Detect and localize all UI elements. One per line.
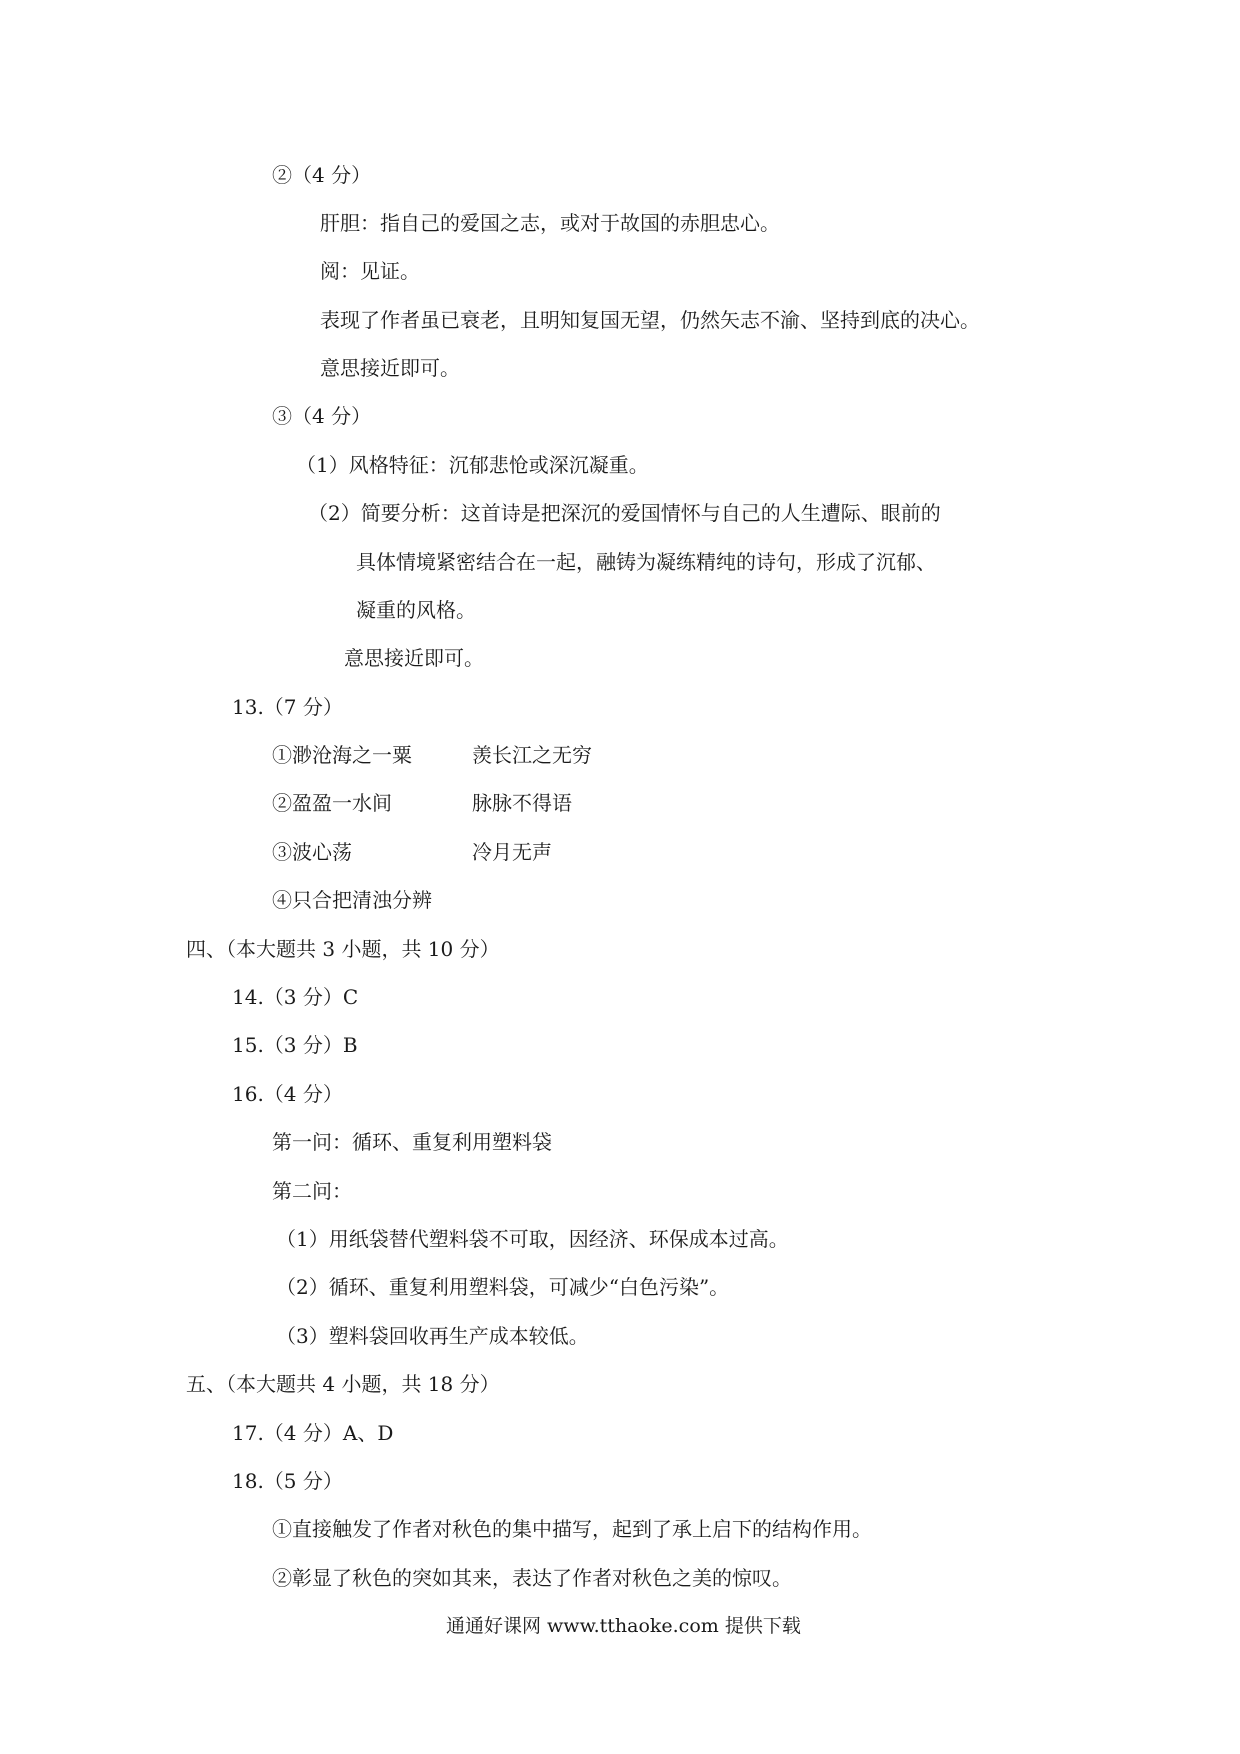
q12-3-item2-line2: 具体情境紧密结合在一起，融铸为凝练精纯的诗句，形成了沉郁、 (356, 550, 936, 574)
q13-row-1-a: ①渺沧海之一粟 (272, 743, 412, 767)
q13-row-4 (272, 887, 432, 913)
q13-row-2 (272, 790, 572, 816)
section-4-header: 四、（本大题共 3 小题，共 10 分） (186, 937, 500, 961)
q13-header: 13.（7 分） (232, 695, 343, 719)
q18-item-1: ①直接触发了作者对秋色的集中描写，起到了承上启下的结构作用。 (272, 1517, 872, 1541)
q12-3-item2-line1: （2）简要分析：这首诗是把深沉的爱国情怀与自己的人生遭际、眼前的 (308, 501, 941, 525)
q16-first: 第一问：循环、重复利用塑料袋 (272, 1130, 552, 1154)
q13-row-3 (272, 839, 552, 865)
q16-header: 16.（4 分） (232, 1082, 343, 1106)
q13-row-1 (272, 742, 592, 768)
q13-row-4-a: ④只合把清浊分辨 (272, 888, 432, 912)
q12-3-item2-line3: 凝重的风格。 (356, 598, 476, 622)
q16-item-2: （2）循环、重复利用塑料袋，可减少“白色污染”。 (276, 1275, 730, 1299)
q13-row-2-a: ②盈盈一水间 (272, 791, 392, 815)
q17-answer: 17.（4 分）A、D (232, 1421, 394, 1445)
q16-item-3: （3）塑料袋回收再生产成本较低。 (276, 1324, 589, 1348)
q18-header: 18.（5 分） (232, 1469, 343, 1493)
q13-row-3-a: ③波心荡 (272, 840, 352, 864)
q12-2-line1: 肝胆：指自己的爱国之志，或对于故国的赤胆忠心。 (320, 211, 780, 235)
q16-item-1: （1）用纸袋替代塑料袋不可取，因经济、环保成本过高。 (276, 1227, 789, 1251)
q12-3-note: 意思接近即可。 (344, 646, 484, 670)
q13-row-2-b: 脉脉不得语 (472, 791, 572, 815)
q12-3-header: ③（4 分） (272, 404, 372, 428)
section-5-header: 五、（本大题共 4 小题，共 18 分） (186, 1372, 500, 1396)
q12-2-line3: 表现了作者虽已衰老，且明知复国无望，仍然矢志不渝、坚持到底的决心。 (320, 308, 980, 332)
q16-second: 第二问： (272, 1179, 352, 1203)
q14-answer: 14.（3 分）C (232, 985, 359, 1009)
q12-2-header: ②（4 分） (272, 163, 372, 187)
q12-2-note: 意思接近即可。 (320, 356, 460, 380)
q13-row-3-b: 冷月无声 (472, 840, 552, 864)
page-footer: 通通好课网 www.tthaoke.com 提供下载 (446, 1615, 801, 1637)
q12-3-item1: （1）风格特征：沉郁悲怆或深沉凝重。 (296, 453, 649, 477)
q12-2-line2: 阅：见证。 (320, 259, 420, 283)
q13-row-1-b: 羡长江之无穷 (472, 743, 592, 767)
q18-item-2: ②彰显了秋色的突如其来，表达了作者对秋色之美的惊叹。 (272, 1566, 792, 1590)
q15-answer: 15.（3 分）B (232, 1033, 358, 1057)
